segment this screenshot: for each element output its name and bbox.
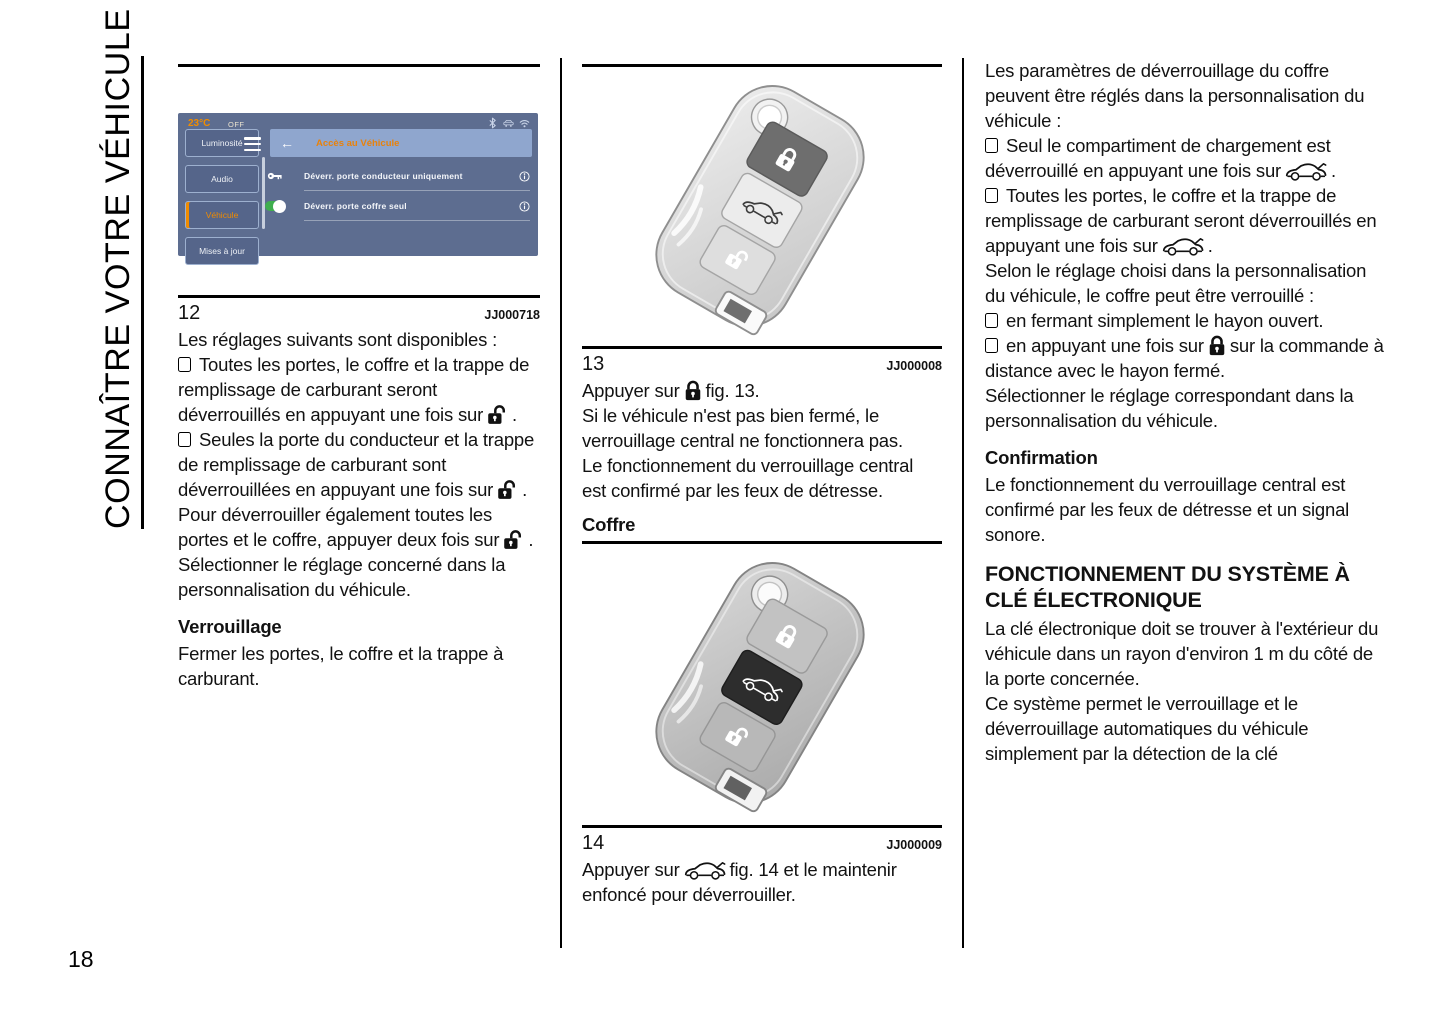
toggle-switch-icon — [265, 201, 285, 211]
bluetooth-icon — [487, 117, 498, 129]
paragraph: Appuyer sur fig. 13. — [582, 380, 760, 401]
info-icon — [519, 171, 530, 182]
bullet-item: Toutes les portes, le coffre et la trappe de remplissage de carburant seront déverrouillés en appuyant une fois sur . — [985, 185, 1377, 256]
car-icon — [503, 117, 514, 129]
settings-row — [258, 195, 530, 217]
figure-code: JJ000718 — [484, 308, 540, 322]
paragraph: Le fonctionnement du verrouillage central est confirmé par les feux de détresse et un signal sonore. — [985, 474, 1350, 545]
page-number: 18 — [68, 946, 94, 972]
section-heading-confirmation: Confirmation — [985, 447, 1098, 468]
figure-code: JJ000008 — [886, 359, 942, 373]
paragraph: Si le véhicule n'est pas bien fermé, le verrouillage central ne fonctionnera pas. — [582, 405, 903, 451]
column-divider — [560, 58, 562, 948]
key-fob-figure-14 — [582, 549, 942, 821]
unlock-icon — [502, 529, 525, 551]
temperature-label: 23°C — [188, 118, 211, 129]
figure-rule — [178, 295, 540, 298]
settings-row-label: Déverr. porte coffre seul — [304, 201, 407, 211]
section-heading-coffre: Coffre — [582, 514, 636, 535]
lock-icon — [683, 380, 703, 402]
status-icons — [487, 117, 530, 129]
car-trunk-icon — [1161, 236, 1205, 257]
sidebar-item-vehicule: Véhicule — [185, 201, 259, 229]
column-3 — [985, 58, 1389, 766]
bullet-square-icon — [178, 432, 191, 447]
section-heading-verrouillage: Verrouillage — [178, 616, 282, 637]
bullet-square-icon — [178, 357, 191, 372]
screen-title: Accès au Véhicule — [316, 137, 400, 149]
figure-code: JJ000009 — [886, 838, 942, 852]
signal-icon — [519, 117, 530, 129]
bullet-square-icon — [985, 188, 998, 203]
figure-rule — [582, 64, 942, 67]
figure-rule — [582, 825, 942, 828]
chapter-title: CONNAÎTRE VOTRE VÉHICULE — [99, 8, 137, 529]
column-1 — [178, 58, 540, 691]
column-2 — [582, 58, 942, 907]
figure-caption — [178, 301, 540, 327]
settings-row — [258, 165, 530, 187]
paragraph: Les réglages suivants sont disponibles : — [178, 329, 498, 350]
figure-rule — [582, 541, 942, 544]
paragraph: Sélectionner le réglage concerné dans la personnalisation du véhicule. — [178, 554, 506, 600]
section-heading-systeme-cle: FONCTIONNEMENT DU SYSTÈME À CLÉ ÉLECTRONIQUE — [985, 562, 1350, 612]
chapter-title-rule — [141, 56, 144, 529]
paragraph: Selon le réglage choisi dans la personnalisation du véhicule, le coffre peut être verrouillé : — [985, 260, 1367, 306]
bullet-item: Seul le compartiment de chargement est déverrouillé en appuyant une fois sur . — [985, 135, 1336, 181]
figure-rule — [582, 346, 942, 349]
back-arrow-icon: ← — [280, 135, 294, 151]
info-icon — [519, 201, 530, 212]
key-fob-figure-13 — [582, 72, 942, 344]
lock-icon — [1207, 335, 1227, 357]
power-status-label: OFF — [228, 120, 245, 129]
paragraph: Ce système permet le verrouillage et le déverrouillage automatiques du véhicule simplement par la détection de la clé — [985, 693, 1309, 764]
paragraph: La clé électronique doit se trouver à l'extérieur du véhicule dans un rayon d'environ 1 m du côté de la porte concernée. — [985, 618, 1379, 689]
bullet-item: en appuyant une fois sur sur la commande à distance avec le hayon fermé. — [985, 335, 1384, 381]
paragraph: Fermer les portes, le coffre et la trappe à carburant. — [178, 643, 504, 689]
sidebar-item-mises-a-jour: Mises à jour — [185, 237, 259, 265]
figure-rule — [178, 64, 540, 67]
figure-caption — [582, 831, 942, 857]
figure-number: 13 — [582, 353, 605, 375]
bullet-item: en fermant simplement le hayon ouvert. — [985, 308, 1389, 333]
bullet-square-icon — [985, 338, 998, 353]
sidebar-item-audio: Audio — [185, 165, 259, 193]
infotainment-screen-figure — [178, 113, 538, 256]
sidebar-item-luminosite: Luminosité — [185, 129, 259, 157]
paragraph: Appuyer sur fig. 14 et le maintenir enfoncé pour déverrouiller. — [582, 859, 897, 905]
bullet-item: Toutes les portes, le coffre et la trappe de remplissage de carburant seront déverrouillés en appuyant une fois sur . — [178, 354, 530, 425]
paragraph: Sélectionner le réglage correspondant dans la personnalisation du véhicule. — [985, 385, 1354, 431]
row-separator — [304, 190, 530, 191]
bullet-item: Seules la porte du conducteur et la trappe de remplissage de carburant sont déverrouillées en appuyant une fois sur . Pour déverrouiller également toutes les portes et le coffre, appuyer deux fois sur . — [178, 429, 535, 550]
bullet-square-icon — [985, 313, 998, 328]
key-icon — [267, 171, 283, 181]
car-trunk-icon — [683, 860, 727, 881]
figure-caption — [582, 352, 942, 378]
car-trunk-icon — [1284, 161, 1328, 182]
figure-number: 14 — [582, 832, 605, 854]
bullet-square-icon — [985, 138, 998, 153]
paragraph: Le fonctionnement du verrouillage central est confirmé par les feux de détresse. — [582, 455, 914, 501]
settings-row-label: Déverr. porte conducteur uniquement — [304, 171, 463, 181]
column-divider — [962, 58, 964, 948]
figure-number: 12 — [178, 302, 201, 324]
menu-icon — [244, 137, 261, 154]
paragraph: Les paramètres de déverrouillage du coffre peuvent être réglés dans la personnalisation du véhicule : — [985, 60, 1365, 131]
row-separator — [304, 220, 530, 221]
unlock-icon — [496, 479, 519, 501]
unlock-icon — [486, 404, 509, 426]
screen-header-bar — [270, 129, 532, 157]
